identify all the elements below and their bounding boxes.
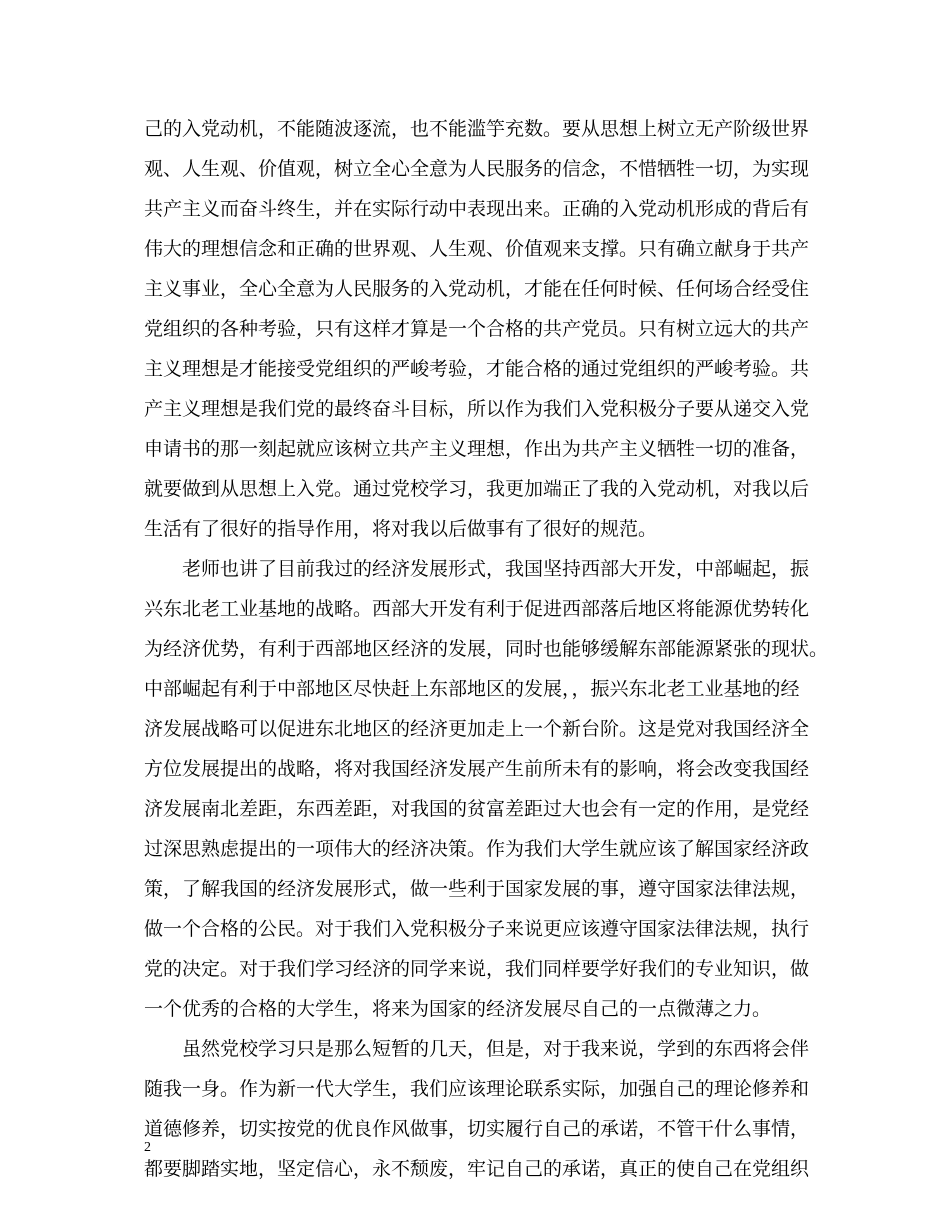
text-line: 一个优秀的合格的大学生，将来为国家的经济发展尽自己的一点微薄之力。 [144, 998, 772, 1020]
text-line: 中部崛起有利于中部地区尽快赶上东部地区的发展，，振兴东北老工业基地的经 [144, 678, 800, 700]
text-line: 申请书的那一刻起就应该树立共产主义理想，作出为共产主义牺牲一切的准备， [144, 438, 810, 460]
text-line: 党的决定。对于我们学习经济的同学来说，我们同样要学好我们的专业知识，做 [144, 958, 810, 980]
text-line: 过深思熟虑提出的一项伟大的经济决策。作为我们大学生就应该了解国家经济政 [144, 838, 810, 860]
text-line: 做一个合格的公民。对于我们入党积极分子来说更应该遵守国家法律法规，执行 [144, 918, 810, 940]
paragraph-start-line: 虽然党校学习只是那么短暂的几天，但是，对于我来说，学到的东西将会伴 [182, 1038, 810, 1060]
text-line: 就要做到从思想上入党。通过党校学习，我更加端正了我的入党动机，对我以后 [144, 478, 810, 500]
text-line: 都要脚踏实地，坚定信心，永不颓废，牢记自己的承诺，真正的使自己在党组织 [144, 1158, 810, 1180]
paragraph-start-line: 老师也讲了目前我过的经济发展形式，我国坚持西部大开发，中部崛起，振 [182, 558, 810, 580]
text-line: 济发展战略可以促进东北地区的经济更加走上一个新台阶。这是党对我国经济全 [144, 718, 810, 740]
text-line: 兴东北老工业基地的战略。西部大开发有利于促进西部落后地区将能源优势转化 [144, 598, 810, 620]
text-line: 为经济优势，有利于西部地区经济的发展，同时也能够缓解东部能源紧张的现状。 [144, 638, 829, 660]
text-line: 策，了解我国的经济发展形式，做一些利于国家发展的事，遵守国家法律法规， [144, 878, 810, 900]
page-number: 2 [144, 1140, 151, 1155]
text-line: 产主义理想是我们党的最终奋斗目标，所以作为我们入党积极分子要从递交入党 [144, 398, 810, 420]
text-line: 道德修养，切实按党的优良作风做事，切实履行自己的承诺，不管干什么事情， [144, 1118, 810, 1140]
text-line: 己的入党动机，不能随波逐流，也不能滥竽充数。要从思想上树立无产阶级世界 [144, 118, 810, 140]
text-line: 生活有了很好的指导作用，将对我以后做事有了很好的规范。 [144, 518, 658, 540]
text-line: 济发展南北差距，东西差距，对我国的贫富差距过大也会有一定的作用，是党经 [144, 798, 810, 820]
text-line: 主义理想是才能接受党组织的严峻考验，才能合格的通过党组织的严峻考验。共 [144, 358, 810, 380]
text-line: 党组织的各种考验，只有这样才算是一个合格的共产党员。只有树立远大的共产 [144, 318, 810, 340]
text-line: 随我一身。作为新一代大学生，我们应该理论联系实际，加强自己的理论修养和 [144, 1078, 810, 1100]
text-line: 主义事业，全心全意为人民服务的入党动机，才能在任何时候、任何场合经受住 [144, 278, 810, 300]
text-line: 观、人生观、价值观，树立全心全意为人民服务的信念，不惜牺牲一切，为实现 [144, 158, 810, 180]
text-line: 伟大的理想信念和正确的世界观、人生观、价值观来支撑。只有确立献身于共产 [144, 238, 810, 260]
text-line: 共产主义而奋斗终生，并在实际行动中表现出来。正确的入党动机形成的背后有 [144, 198, 810, 220]
text-line: 方位发展提出的战略，将对我国经济发展产生前所未有的影响，将会改变我国经 [144, 758, 810, 780]
